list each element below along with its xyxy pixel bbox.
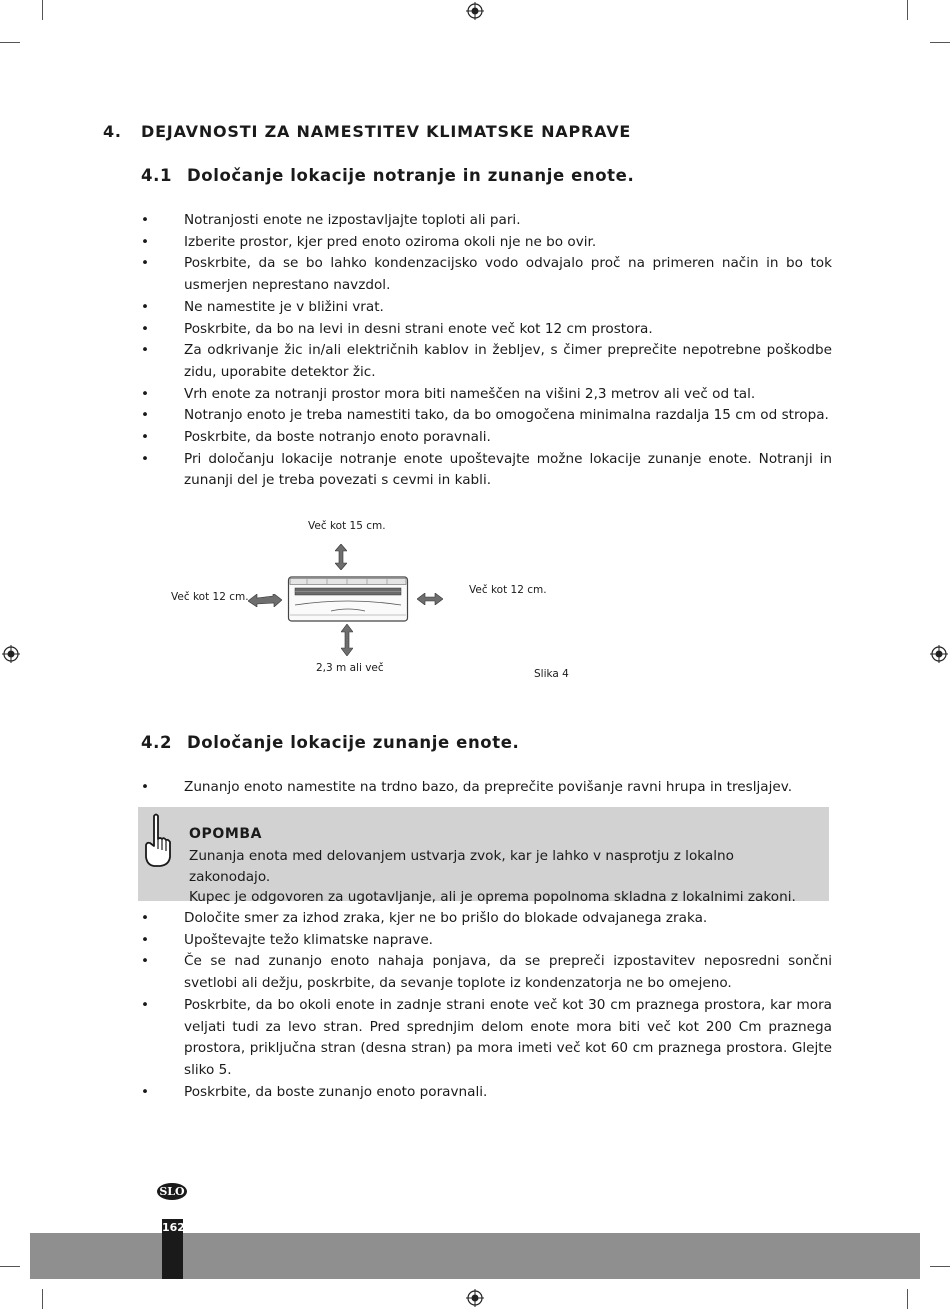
crop-mark: [907, 0, 908, 20]
list-item: • Vrh enote za notranji prostor mora biti nameščen na višini 2,3 metrov ali več od tal.: [140, 384, 832, 406]
arrow-up-down-icon: [335, 544, 347, 570]
list-item: • Izberite prostor, kjer pred enoto oziroma okoli nje ne bo ovir.: [140, 232, 832, 254]
section-number: 4.: [103, 122, 122, 141]
bullet-list-outdoor-intro: [140, 777, 832, 799]
figure-label-left: Več kot 12 cm.: [171, 591, 249, 603]
note-box: [138, 807, 829, 905]
list-item: • Določite smer za izhod zraka, kjer ne bo prišlo do blokade odvajanega zraka.: [140, 908, 832, 930]
subsection-title: Določanje lokacije notranje in zunanje enote.: [187, 166, 635, 185]
page-number-tab: [162, 1219, 183, 1279]
page-number: 162: [162, 1221, 185, 1234]
section-heading: [103, 122, 631, 141]
registration-mark-icon: [2, 645, 20, 663]
list-item: • Poskrbite, da se bo lahko kondenzacijsko vodo odvajalo proč na primeren način in bo tok usmerjen neprestano navzdol.: [140, 253, 832, 296]
figure-label-right: Več kot 12 cm.: [469, 584, 547, 596]
crop-mark: [42, 0, 43, 20]
note-line: Zunanja enota med delovanjem ustvarja zvok, kar je lahko v nasprotju z lokalno zakonodajo.: [189, 848, 734, 885]
crop-mark: [0, 42, 20, 43]
list-item: • Zunanjo enoto namestite na trdno bazo, da preprečite povišanje ravni hrupa in tresljajev.: [140, 777, 832, 799]
figure-label-bottom: 2,3 m ali več: [316, 662, 384, 674]
registration-mark-icon: [466, 2, 484, 20]
figure-caption: Slika 4: [534, 668, 569, 680]
arrow-left-right-icon: [417, 593, 443, 605]
crop-mark: [42, 1289, 43, 1309]
note-line: Kupec je odgovoren za ugotavljanje, ali je oprema popolnoma skladna z lokalnimi zakoni.: [189, 889, 796, 905]
crop-mark: [0, 1266, 20, 1267]
list-item: • Poskrbite, da boste zunanjo enoto poravnali.: [140, 1082, 832, 1104]
crop-mark: [907, 1289, 908, 1309]
list-item: • Poskrbite, da boste notranjo enoto poravnali.: [140, 427, 832, 449]
list-item: • Za odkrivanje žic in/ali električnih kablov in žebljev, s čimer preprečite nepotrebne poškodbe zidu, uporabite detektor žic.: [140, 340, 832, 383]
list-item: • Notranjo enoto je treba namestiti tako, da bo omogočena minimalna razdalja 15 cm od stropa.: [140, 405, 832, 427]
list-item: • Če se nad zunanjo enoto nahaja ponjava, da se prepreči izpostavitev neposredni sončni svetlobi ali dežju, poskrbite, da sevanje toplote iz kondenzatorja ne bo omejeno.: [140, 951, 832, 994]
subsection-number: 4.2: [141, 733, 173, 752]
note-text: [189, 846, 814, 908]
crop-mark: [930, 42, 950, 43]
subsection-heading-4-1: [141, 166, 634, 185]
pointing-hand-icon: [143, 813, 173, 869]
bullet-list-outdoor: [140, 908, 832, 1103]
language-badge: SLO: [157, 1183, 187, 1200]
figure-label-top: Več kot 15 cm.: [308, 520, 386, 532]
list-item: • Poskrbite, da bo okoli enote in zadnje strani enote več kot 30 cm praznega prostora, kar mora veljati tudi za levo stran. Pred sprednjim delom enote mora biti več kot 200 Cm praznega prostora, priključna stran (desna stran) pa mora imeti več kot 60 cm praznega prostora. Glejte sliko 5.: [140, 995, 832, 1082]
registration-mark-icon: [466, 1289, 484, 1307]
list-item: • Notranjosti enote ne izpostavljajte toploti ali pari.: [140, 210, 832, 232]
subsection-heading-4-2: [141, 733, 519, 752]
section-title: DEJAVNOSTI ZA NAMESTITEV KLIMATSKE NAPRAVE: [141, 122, 632, 141]
list-item: • Poskrbite, da bo na levi in desni strani enote več kot 12 cm prostora.: [140, 319, 832, 341]
list-item: • Upoštevajte težo klimatske naprave.: [140, 930, 832, 952]
list-item: • Pri določanju lokacije notranje enote upoštevajte možne lokacije zunanje enote. Notranji in zunanji del je treba povezati s cevmi in kabli.: [140, 449, 832, 492]
subsection-title: Določanje lokacije zunanje enote.: [187, 733, 520, 752]
indoor-unit-illustration: [287, 575, 409, 623]
crop-mark: [930, 1266, 950, 1267]
note-title: OPOMBA: [189, 826, 263, 842]
subsection-number: 4.1: [141, 166, 173, 185]
arrow-up-down-icon: [341, 624, 353, 656]
registration-mark-icon: [930, 645, 948, 663]
list-item: • Ne namestite je v bližini vrat.: [140, 297, 832, 319]
bullet-list-indoor: [140, 210, 832, 492]
arrow-left-right-icon: [248, 594, 282, 607]
